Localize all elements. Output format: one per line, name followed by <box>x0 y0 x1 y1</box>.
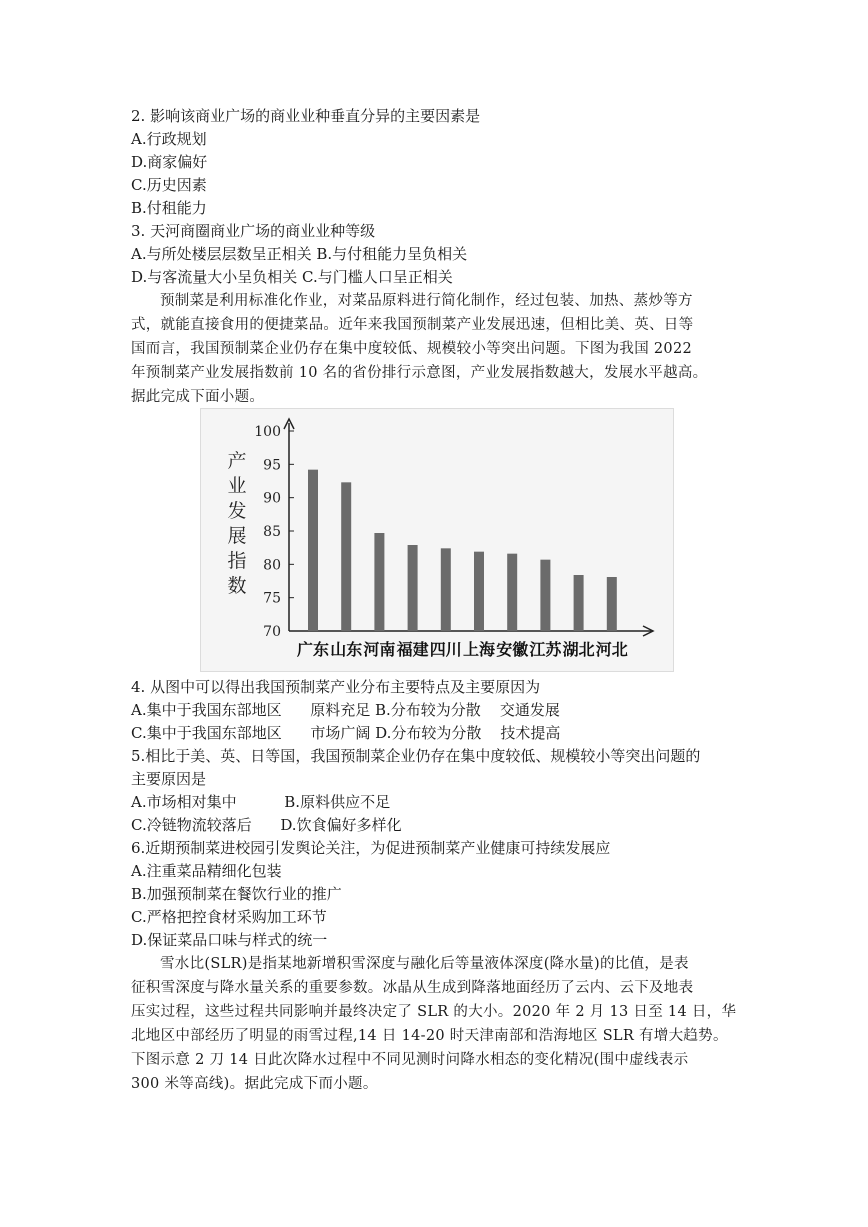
passage-line: 下图示意 2 刀 14 日此次降水过程中不同见测时问降水相态的变化精况(围中虚线表示 <box>131 1052 689 1068</box>
q2-option-3: C.历史因素 <box>131 176 207 194</box>
q4-options-line1: A.集中于我国东部地区 原料充足 B.分布较为分散 交通发展 <box>131 701 560 719</box>
bar <box>540 560 550 631</box>
y-axis-label-char: 发 <box>227 500 247 522</box>
x-category-label: 福建 <box>396 640 429 659</box>
passage-snow-ratio <box>131 952 751 1096</box>
q5-options-line1: A.市场相对集中 B.原料供应不足 <box>131 793 391 811</box>
y-tick-label: 90 <box>263 490 281 507</box>
chart-svg <box>201 409 673 671</box>
y-tick-label: 80 <box>263 557 281 574</box>
bar <box>408 545 418 631</box>
q3-stem: 3. 天河商圈商业广场的商业业种等级 <box>131 222 376 240</box>
x-category-label: 河南 <box>363 640 396 659</box>
q6-stem: 6.近期预制菜进校园引发舆论关注，为促进预制菜产业健康可持续发展应 <box>131 839 611 857</box>
passage-line: 国而言，我国预制菜企业仍存在集中度较低、规模较小等突出问题。下图为我国 2022 <box>131 341 693 357</box>
bar-chart <box>200 408 674 672</box>
q3-options-line1: A.与所处楼层层数呈正相关 B.与付租能力呈负相关 <box>131 245 468 263</box>
q3-options-line2: D.与客流量大小呈负相关 C.与门槛人口呈正相关 <box>131 268 453 286</box>
x-category-label: 安徽 <box>496 640 529 659</box>
x-category-label: 上海 <box>462 640 496 659</box>
passage-line: 征积雪深度与降水量关系的重要参数。冰晶从生成到降落地面经历了云内、云下及地表 <box>131 980 694 996</box>
q5-stem-line2: 主要原因是 <box>131 770 207 788</box>
x-category-label: 江苏 <box>529 640 562 659</box>
x-category-label: 广东 <box>296 640 330 659</box>
y-axis-label-char: 展 <box>227 525 247 547</box>
passage-line: 压实过程，这些过程共同影响并最终决定了 SLR 的大小。2020 年 2 月 13 日至 14 日，华 <box>131 1004 737 1020</box>
y-axis-label-char: 产 <box>227 450 247 472</box>
passage-line: 年预制菜产业发展指数前 10 名的省份排行示意图，产业发展指数越大，发展水平越高。 <box>131 365 708 381</box>
x-category-label: 山东 <box>330 640 363 659</box>
y-tick-label: 95 <box>263 457 281 474</box>
passage-line: 据此完成下面小题。 <box>131 389 265 405</box>
q2-option-2: D.商家偏好 <box>131 153 208 171</box>
bar <box>607 577 617 631</box>
q6-option-3: C.严格把控食材采购加工环节 <box>131 908 327 926</box>
y-tick-label: 85 <box>263 524 281 540</box>
q5-options-line2: C.冷链物流较落后 D.饮食偏好多样化 <box>131 816 402 834</box>
passage-line: 预制菜是利用标准化作业，对菜品原料进行简化制作，经过包装、加热、蒸炒等方 <box>160 293 693 309</box>
y-tick-label: 100 <box>254 424 281 440</box>
x-category-label: 河北 <box>595 640 628 659</box>
bar <box>341 482 351 631</box>
passage-line: 式，就能直接食用的便捷菜品。近年来我国预制菜产业发展迅速，但相比美、英、日等 <box>131 317 694 333</box>
bar <box>474 552 484 631</box>
bar <box>507 554 517 631</box>
y-axis-label-char: 数 <box>227 575 247 597</box>
passage-line: 北地区中部经历了明显的雨雪过程,14 日 14-20 时天津南部和浩海地区 SLR 有增大趋势。 <box>131 1028 728 1044</box>
bar <box>308 470 318 631</box>
q2-option-1: A.行政规划 <box>131 130 207 148</box>
passage-line: 雪水比(SLR)是指某地新增积雪深度与融化后等量液体深度(降水量)的比值，是表 <box>160 956 689 972</box>
x-category-label: 湖北 <box>562 640 595 659</box>
x-category-label: 四川 <box>429 640 462 659</box>
q2-stem: 2. 影响该商业广场的商业业种垂直分异的主要因素是 <box>131 107 481 125</box>
passage-prepared-food <box>131 289 751 409</box>
q2-option-4: B.付租能力 <box>131 199 207 217</box>
q4-options-line2: C.集中于我国东部地区 市场广阔 D.分布较为分散 技术提高 <box>131 724 561 742</box>
y-axis-label-char: 指 <box>227 550 247 572</box>
q6-option-2: B.加强预制菜在餐饮行业的推广 <box>131 885 342 903</box>
y-tick-label: 75 <box>263 590 281 607</box>
bar <box>574 575 584 631</box>
q6-option-4: D.保证菜品口味与样式的统一 <box>131 931 328 949</box>
bar <box>374 533 384 631</box>
q4-stem: 4. 从图中可以得出我国预制菜产业分布主要特点及主要原因为 <box>131 678 541 696</box>
q6-option-1: A.注重菜品精细化包装 <box>131 862 282 880</box>
passage-line: 300 米等高线)。据此完成下而小题。 <box>131 1076 378 1092</box>
q5-stem-line1: 5.相比于美、英、日等国，我国预制菜企业仍存在集中度较低、规模较小等突出问题的 <box>131 747 701 765</box>
y-axis-label-char: 业 <box>227 475 247 497</box>
y-tick-label: 70 <box>263 624 281 640</box>
bar <box>441 548 451 631</box>
